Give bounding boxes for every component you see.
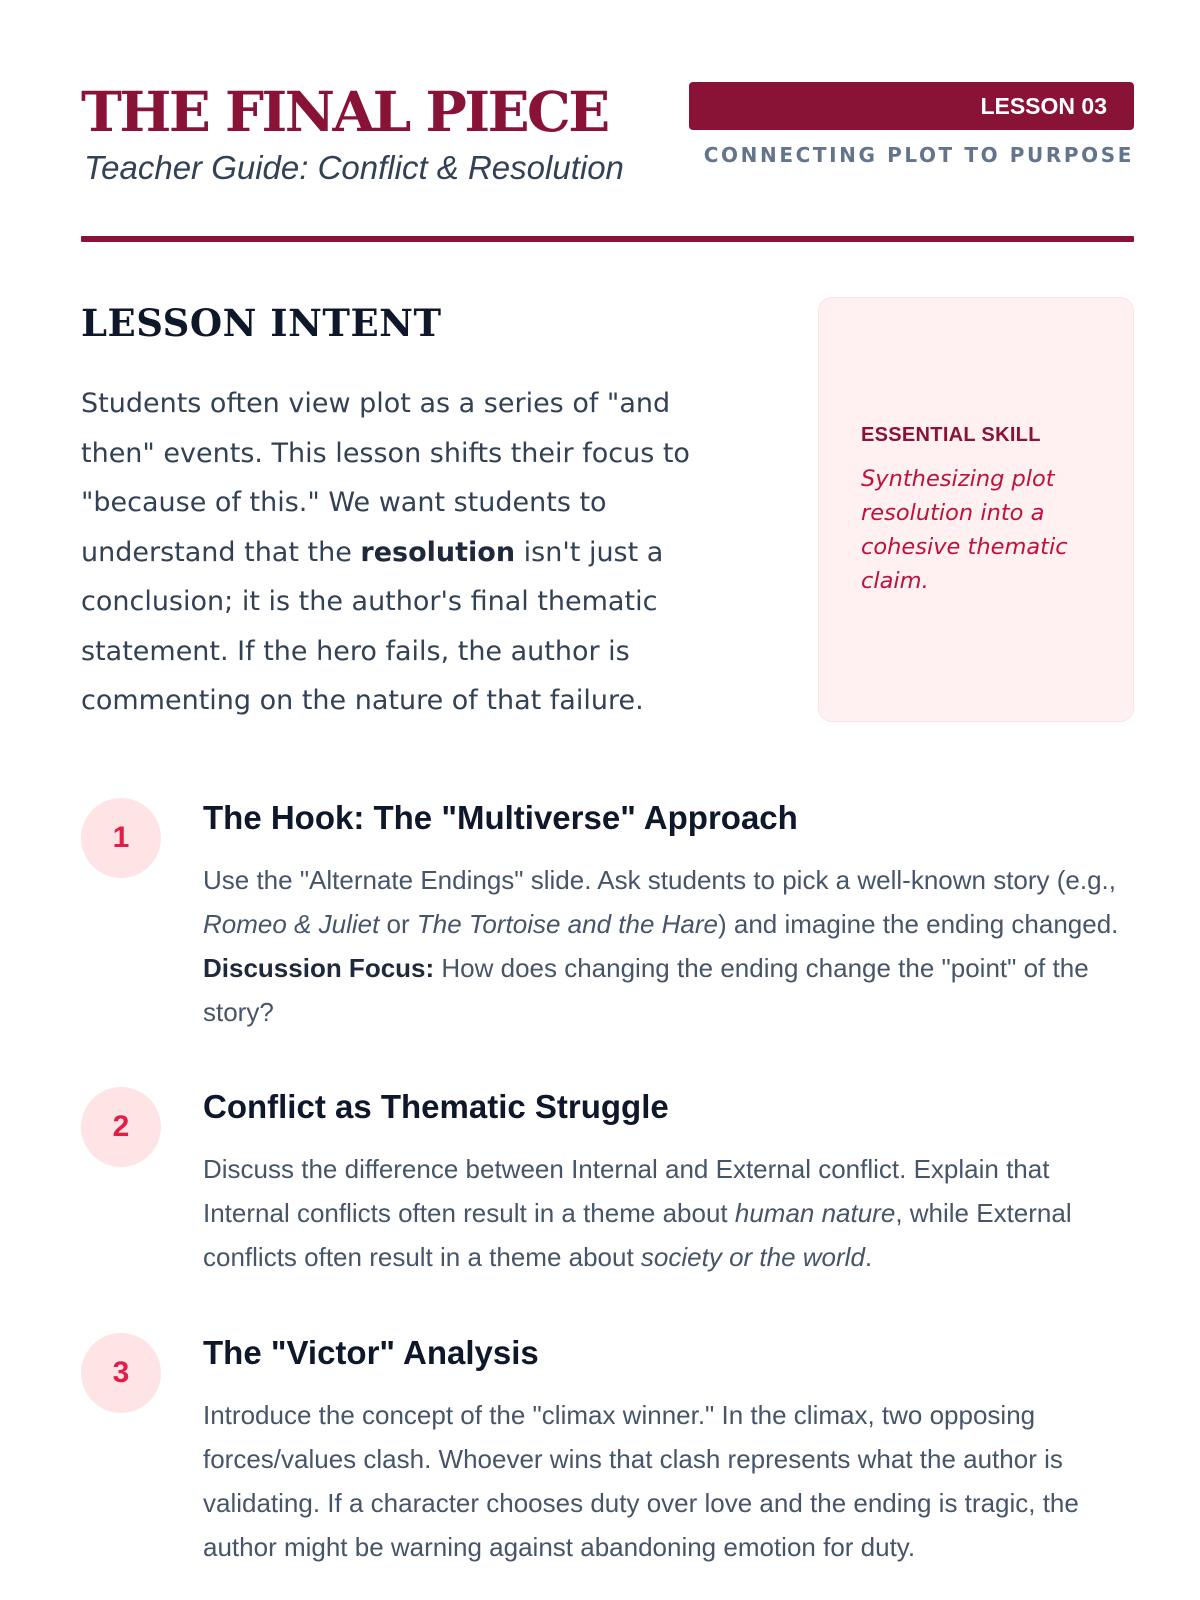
lesson-badge: LESSON 03 bbox=[689, 82, 1134, 130]
step-description bbox=[203, 1147, 1134, 1279]
lesson-tagline: CONNECTING PLOT TO PURPOSE bbox=[703, 143, 1134, 167]
essential-skill-text: Synthesizing plot resolution into a cohesive thematic claim. bbox=[861, 466, 1068, 594]
lesson-intent-heading: LESSON INTENT bbox=[81, 301, 442, 345]
page-title: THE FINAL PIECE bbox=[81, 79, 608, 144]
step-text-part: , while External conflicts often result in a theme about bbox=[203, 1198, 1072, 1272]
step-number-badge: 3 bbox=[81, 1333, 161, 1413]
step-text-part: Use the "Alternate Endings" slide. Ask students to pick a well-known story (e.g., bbox=[203, 865, 1117, 895]
step-text-bold: Discussion Focus: bbox=[203, 953, 435, 983]
step-text-part: How does changing the ending change the "point" of the story? bbox=[203, 953, 1089, 1027]
step-text-italic: The Tortoise and the Hare bbox=[416, 909, 718, 939]
page-header bbox=[81, 80, 1134, 240]
step-title: Conflict as Thematic Struggle bbox=[203, 1088, 669, 1125]
step-description: Introduce the concept of the "climax winner." In the climax, two opposing forces/values clash. Whoever wins that clash represents what the author is validating. If a character chooses duty over love and the ending is tragic, the author might be warning against abandoning emotion for duty. bbox=[203, 1400, 1079, 1562]
step-number-badge: 2 bbox=[81, 1087, 161, 1167]
step-title: The Hook: The "Multiverse" Approach bbox=[203, 799, 798, 836]
essential-skill-card bbox=[818, 297, 1134, 722]
step-text-part: or bbox=[379, 909, 417, 939]
essential-skill-label: ESSENTIAL SKILL bbox=[861, 424, 1041, 446]
step-number-badge: 1 bbox=[81, 798, 161, 878]
step-text-italic: human nature bbox=[734, 1198, 896, 1228]
step-text-part: . bbox=[864, 1242, 873, 1272]
lesson-intent-text bbox=[81, 379, 741, 726]
step-text-part: Discuss the difference between Internal and External conflict. Explain that Internal conflicts often result in a theme about bbox=[203, 1154, 1050, 1228]
step-text-italic: Romeo & Juliet bbox=[203, 909, 380, 939]
page-subtitle: Teacher Guide: Conflict & Resolution bbox=[84, 149, 624, 186]
intent-text-part: isn't just a conclusion; it is the author's final thematic statement. If the hero fails, the author is commenting on the nature of that failure. bbox=[81, 536, 664, 716]
intent-text-bold: resolution bbox=[360, 536, 516, 568]
header-divider bbox=[81, 236, 1134, 242]
step-text-italic: society or the world bbox=[640, 1242, 865, 1272]
step-description bbox=[203, 858, 1134, 1034]
intent-text-part: Students often view plot as a series of "and then" events. This lesson shifts their focus to "because of this." We want students to understand that the bbox=[81, 388, 690, 568]
step-title: The "Victor" Analysis bbox=[203, 1334, 539, 1371]
step-text-part: ) and imagine the ending changed. bbox=[718, 909, 1119, 939]
